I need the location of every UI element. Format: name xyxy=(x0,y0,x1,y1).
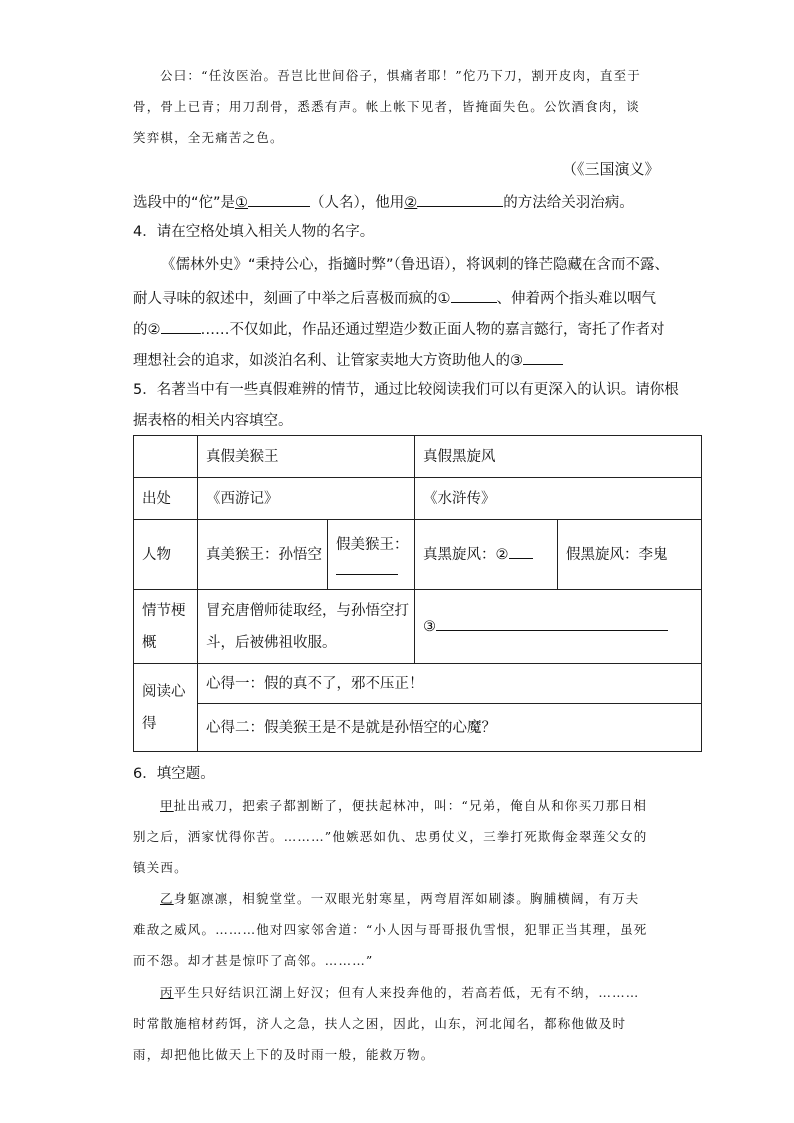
q6-p3-mark: 丙 xyxy=(160,985,174,1000)
source-journey-west: 《西游记》 xyxy=(198,478,415,520)
q4-blank-1[interactable] xyxy=(451,287,497,303)
plot-monkey xyxy=(198,590,415,664)
table-corner-cell xyxy=(134,436,198,478)
q3-marker-2: ② xyxy=(404,195,418,211)
q6-p2-line-3: 而不怨。却才甚是惊吓了高邻。………” xyxy=(133,953,374,968)
excerpt-source: （《三国演义》 xyxy=(562,160,660,178)
fake-monkey-king-label: 假美猴王： xyxy=(336,537,409,553)
plot-whirlwind-cell xyxy=(415,590,702,664)
row-label-plot xyxy=(134,590,198,664)
fake-monkey-king-cell xyxy=(328,520,415,590)
plot-whirlwind-marker: ③ xyxy=(423,618,436,635)
q6-p3-line-1-text: 平生只好结识江湖上好汉；但有人来投奔他的，若高若低，无有不纳，……… xyxy=(173,985,640,1000)
q6-p2-line-2: 难敌之威风。………他对四家邻舍道：“小人因与哥哥报仇雪恨，犯罪正当其理，虽死 xyxy=(133,922,648,937)
fake-whirlwind: 假黑旋风：李鬼 xyxy=(558,520,702,590)
table-row-plot xyxy=(134,590,702,664)
q3-blank-2[interactable] xyxy=(417,191,503,207)
table-header-monkey: 真假美猴王 xyxy=(198,436,415,478)
row-label-reading-2: 得 xyxy=(142,715,157,732)
table-row-insight-2 xyxy=(134,704,702,752)
real-whirlwind-cell xyxy=(415,520,558,590)
q4-line-1: 《儒林外史》“秉持公心，指擿时弊”（鲁迅语），将讽刺的锋芒隐藏在含而不露、 xyxy=(161,257,670,273)
q4-line-3-a: 的 xyxy=(133,322,148,338)
source-water-margin: 《水浒传》 xyxy=(415,478,702,520)
q4-marker-3: ③ xyxy=(510,353,523,369)
q3-text-middle: （人名），他用 xyxy=(310,195,405,211)
q4-marker-1: ① xyxy=(437,291,451,307)
q6-p3-line-2: 时常散施棺材药饵，济人之急，扶人之困，因此，山东，河北闻名，都称他做及时 xyxy=(133,1016,627,1031)
q6-title: 6．填空题。 xyxy=(133,766,215,782)
q3-fill-line xyxy=(133,191,634,213)
q4-blank-3[interactable] xyxy=(523,349,563,365)
plot-monkey-line-1: 冒充唐僧师徒取经，与孙悟空打 xyxy=(206,602,409,619)
fake-monkey-king-blank[interactable] xyxy=(336,558,398,575)
excerpt-line-3: 笑弈棋，全无痛苦之色。 xyxy=(133,130,284,145)
row-label-reading-1: 阅读心 xyxy=(142,683,186,700)
q4-line-4 xyxy=(133,349,563,371)
q4-line-4-a: 理想社会的追求，如淡泊名利、让管家卖地大方资助他人的 xyxy=(133,353,510,369)
q6-p1-line-2: 别之后，洒家忧得你苦。………”他嫉恶如仇、忠勇仗义，三拳打死欺侮金翠莲父女的 xyxy=(133,829,648,844)
q4-line-2-b: 、伸着两个指头难以咽气 xyxy=(496,291,656,307)
q5-title-line-2: 据表格的相关内容填空。 xyxy=(133,413,293,429)
q4-title: 4．请在空格处填入相关人物的名字。 xyxy=(133,224,375,240)
q3-blank-1[interactable] xyxy=(248,191,310,207)
q6-p1-line-1-text: 扯出戒刀，把索子都割断了，便扶起林冲，叫：“兄弟，俺自从和你买刀那日相 xyxy=(173,798,648,813)
q4-marker-2: ② xyxy=(147,322,161,338)
row-label-people: 人物 xyxy=(134,520,198,590)
q6-p1-mark: 甲 xyxy=(160,798,174,813)
table-header-whirlwind: 真假黑旋风 xyxy=(415,436,702,478)
q6-p1-line-1 xyxy=(160,796,647,816)
real-whirlwind-marker: ② xyxy=(495,546,509,563)
q6-p2-line-1 xyxy=(160,889,640,909)
q5-title-line-1: 5．名著当中有一些真假难辨的情节，通过比较阅读我们可以有更深入的认识。请你根 xyxy=(133,382,679,398)
table-row-people xyxy=(134,520,702,590)
real-whirlwind-label: 真黑旋风： xyxy=(423,546,496,563)
q6-p3-line-1 xyxy=(160,983,640,1003)
q4-blank-2[interactable] xyxy=(161,318,201,334)
q6-p3-line-3: 雨，却把他比做天上下的及时雨一般，能救万物。 xyxy=(133,1047,435,1062)
q4-line-2 xyxy=(133,287,656,309)
real-whirlwind-blank[interactable] xyxy=(509,543,533,559)
q6-p2-line-1-text: 身躯凛凛，相貌堂堂。一双眼光射寒星，两弯眉浑如刷漆。胸脯横阔，有万夫 xyxy=(173,891,640,906)
row-label-plot-2: 概 xyxy=(142,634,157,651)
table-row-source xyxy=(134,478,702,520)
q6-p2-mark: 乙 xyxy=(160,891,174,906)
table-header-row xyxy=(134,436,702,478)
q3-marker-1: ① xyxy=(235,195,249,211)
q3-text-before: 选段中的“佗”是 xyxy=(133,195,236,211)
insight-two: 心得二：假美猴王是不是就是孙悟空的心魔？ xyxy=(198,704,702,752)
excerpt-line-2: 骨，骨上已青；用刀刮骨，悉悉有声。帐上帐下见者，皆掩面失色。公饮酒食肉，谈 xyxy=(133,99,640,114)
row-label-plot-1: 情节梗 xyxy=(142,602,186,619)
real-monkey-king: 真美猴王：孙悟空 xyxy=(198,520,328,590)
row-label-source: 出处 xyxy=(134,478,198,520)
row-label-reading xyxy=(134,664,198,752)
q4-line-3-b: ……不仅如此，作品还通过塑造少数正面人物的嘉言懿行，寄托了作者对 xyxy=(200,322,665,338)
q4-line-3 xyxy=(133,318,665,340)
q6-p1-line-3: 镇关西。 xyxy=(133,860,188,875)
q4-line-2-a: 耐人寻味的叙述中，刻画了中举之后喜极而疯的 xyxy=(133,291,438,307)
q3-text-after: 的方法给关羽治病。 xyxy=(503,195,634,211)
table-row-insight-1 xyxy=(134,664,702,704)
plot-monkey-line-2: 斗，后被佛祖收服。 xyxy=(206,634,337,651)
insight-one: 心得一：假的真不了，邪不压正！ xyxy=(198,664,702,704)
excerpt-line-1: 公曰：“任汝医治。吾岂比世间俗子，惧痛者耶！”佗乃下刀，割开皮肉，直至于 xyxy=(160,68,641,83)
comparison-table xyxy=(133,435,702,752)
plot-whirlwind-blank[interactable] xyxy=(436,615,668,631)
